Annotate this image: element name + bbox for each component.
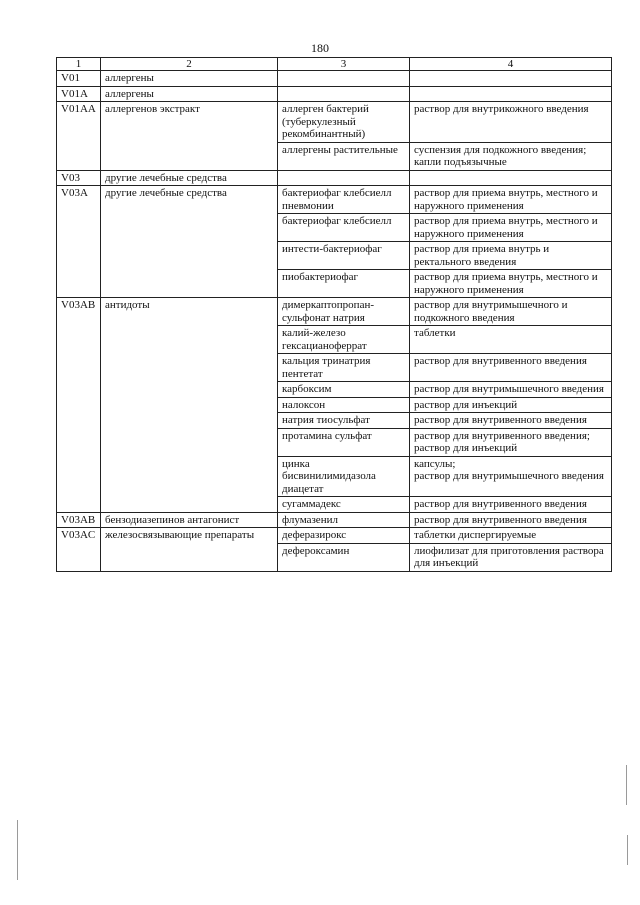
drug-name-cell: натрия тиосульфат [278,413,410,429]
atc-code-cell: V01AA [57,102,101,171]
header-col-2: 2 [101,58,278,71]
group-name-cell: железосвязывающие препараты [101,528,278,572]
group-name-cell: аллергенов экстракт [101,102,278,171]
table-row [57,102,612,143]
dosage-form-cell: суспензия для подкожного введения; капли подъязычные [410,142,612,170]
table-body [57,71,612,572]
dosage-form-cell: раствор для внутривенного введения [410,512,612,528]
drug-name-cell: карбоксим [278,382,410,398]
drug-name-cell: димеркаптопропан-сульфонат натрия [278,298,410,326]
drug-name-cell: бактериофаг клебсиелл [278,214,410,242]
dosage-form-cell: капсулы; раствор для внутримышечного введения [410,456,612,497]
drug-name-cell: сугаммадекс [278,497,410,513]
dosage-form-cell: раствор для инъекций [410,397,612,413]
drug-name-cell: аллерген бактерий (туберкулезный рекомбинантный) [278,102,410,143]
drug-name-cell [278,170,410,186]
dosage-form-cell: раствор для внутривенного введения [410,413,612,429]
drug-name-cell: кальция тринатрия пентетат [278,354,410,382]
dosage-form-cell: раствор для приема внутрь, местного и наружного применения [410,214,612,242]
group-name-cell: другие лечебные средства [101,186,278,298]
drug-name-cell: бактериофаг клебсиелл пневмонии [278,186,410,214]
group-name-cell: аллергены [101,71,278,87]
dosage-form-cell: раствор для приема внутрь, местного и наружного применения [410,186,612,214]
drug-name-cell: калий-железо гексацианоферрат [278,326,410,354]
dosage-form-cell: раствор для внутривенного введения; раствор для инъекций [410,428,612,456]
atc-code-cell: V01A [57,86,101,102]
scan-artifact-right [626,765,627,805]
table-row [57,86,612,102]
dosage-form-cell: таблетки диспергируемые [410,528,612,544]
dosage-form-cell: таблетки [410,326,612,354]
scan-artifact-left [17,820,18,880]
group-name-cell: другие лечебные средства [101,170,278,186]
drug-name-cell: дефероксамин [278,543,410,571]
dosage-form-cell: раствор для внутрикожного введения [410,102,612,143]
dosage-form-cell: лиофилизат для приготовления раствора для инъекций [410,543,612,571]
drug-name-cell: цинка бисвинилимидазола диацетат [278,456,410,497]
dosage-form-cell [410,71,612,87]
drug-name-cell: аллергены растительные [278,142,410,170]
dosage-form-cell: раствор для внутривенного введения [410,354,612,382]
atc-code-cell: V01 [57,71,101,87]
table-row [57,298,612,326]
atc-code-cell: V03AC [57,528,101,572]
drug-name-cell: флумазенил [278,512,410,528]
atc-code-cell: V03AB [57,298,101,513]
table-row [57,512,612,528]
atc-code-cell: V03 [57,170,101,186]
header-col-1: 1 [57,58,101,71]
drug-name-cell: деферазирокс [278,528,410,544]
dosage-form-cell: раствор для внутримышечного введения [410,382,612,398]
drug-name-cell: пиобактериофаг [278,270,410,298]
drug-name-cell [278,86,410,102]
page-number: 180 [311,41,329,55]
drug-name-cell: налоксон [278,397,410,413]
group-name-cell: бензодиазепинов антагонист [101,512,278,528]
table-row [57,186,612,214]
dosage-form-cell: раствор для внутримышечного и подкожного введения [410,298,612,326]
dosage-form-cell [410,86,612,102]
drug-name-cell: протамина сульфат [278,428,410,456]
dosage-form-cell [410,170,612,186]
atc-code-cell: V03A [57,186,101,298]
header-row [57,58,612,71]
header-col-4: 4 [410,58,612,71]
group-name-cell: аллергены [101,86,278,102]
dosage-form-cell: раствор для внутривенного введения [410,497,612,513]
dosage-form-cell: раствор для приема внутрь, местного и наружного применения [410,270,612,298]
table-row [57,528,612,544]
scan-artifact-right-2 [627,835,628,865]
drug-name-cell: интести-бактериофаг [278,242,410,270]
dosage-form-cell: раствор для приема внутрь и ректального введения [410,242,612,270]
group-name-cell: антидоты [101,298,278,513]
drug-table [56,57,612,572]
drug-name-cell [278,71,410,87]
table-row [57,71,612,87]
atc-code-cell: V03AB [57,512,101,528]
header-col-3: 3 [278,58,410,71]
table-row [57,170,612,186]
